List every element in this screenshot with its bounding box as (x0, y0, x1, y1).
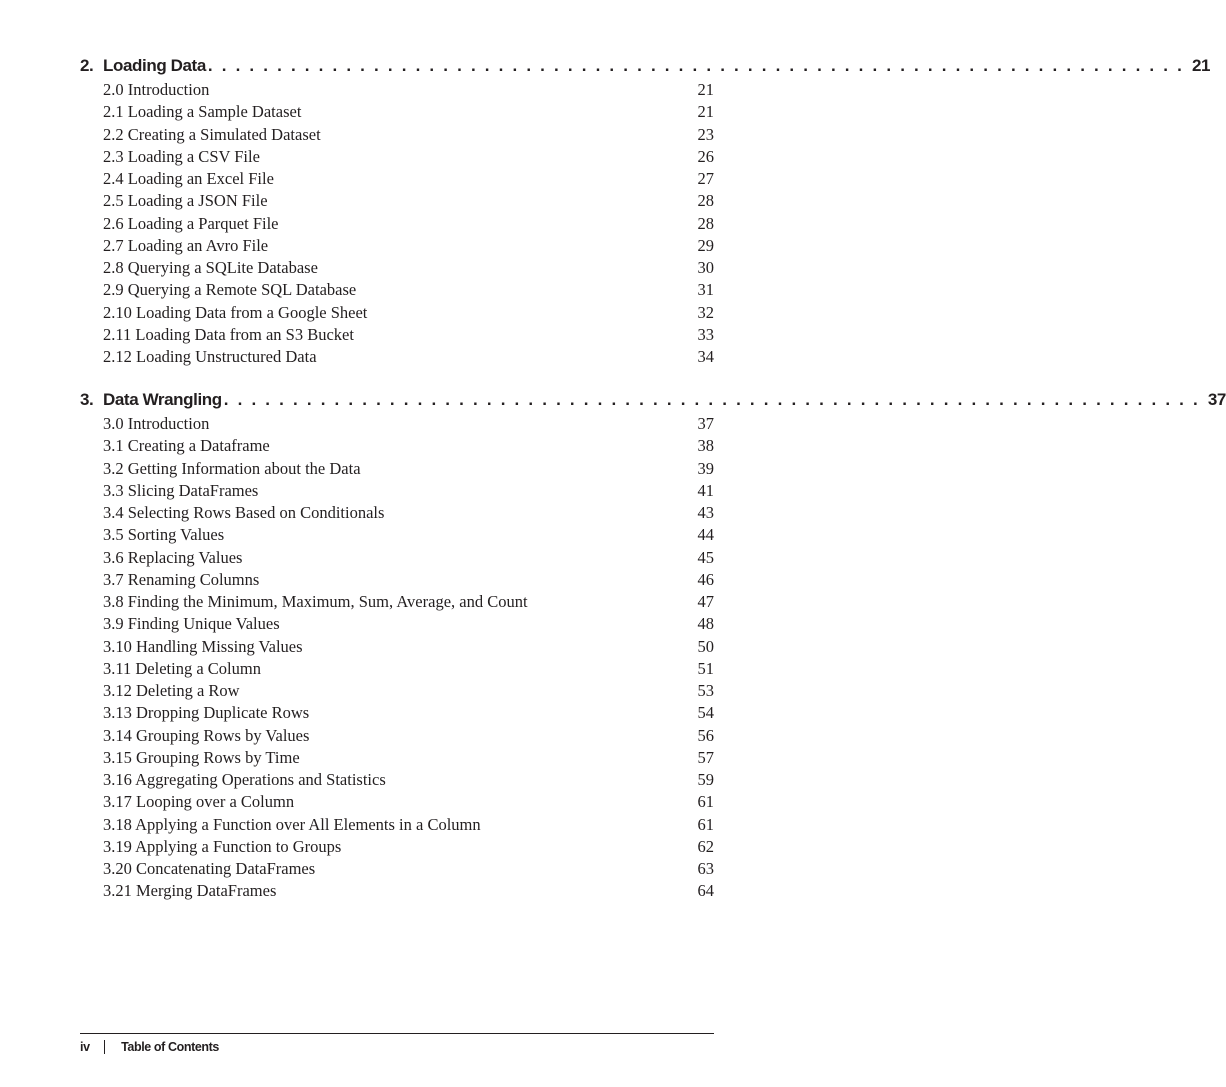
section-page-number: 21 (697, 80, 714, 99)
section-page-number: 59 (697, 770, 714, 789)
section-page-number: 28 (697, 191, 714, 211)
section-page-number: 48 (697, 614, 714, 634)
section-entry[interactable] (80, 168, 714, 190)
section-entry[interactable] (80, 146, 714, 168)
section-entry[interactable] (80, 435, 714, 457)
section-entry[interactable] (80, 702, 714, 724)
section-title: 2.10 Loading Data from a Google Sheet (103, 302, 368, 322)
section-entry[interactable] (80, 480, 714, 502)
section-entry[interactable] (80, 524, 714, 546)
section-page-number: 64 (697, 881, 714, 901)
section-page-number: 28 (697, 213, 714, 233)
section-page-number: 46 (697, 569, 714, 589)
section-page-number: 38 (697, 436, 714, 456)
section-entry[interactable] (80, 458, 714, 480)
section-title: 2.3 Loading a CSV File (103, 146, 260, 166)
section-page-number: 63 (697, 859, 714, 878)
section-entry[interactable] (80, 190, 714, 212)
section-entry[interactable] (80, 502, 714, 524)
section-title: 3.15 Grouping Rows by Time (103, 747, 300, 767)
section-entry[interactable] (80, 658, 714, 680)
section-entry[interactable] (80, 636, 714, 658)
section-title: 3.16 Aggregating Operations and Statistics (103, 770, 386, 789)
section-entry[interactable] (80, 124, 714, 146)
section-page-number: 26 (697, 146, 714, 166)
page-footer (80, 1040, 219, 1054)
section-entry[interactable] (80, 324, 714, 346)
section-page-number: 29 (697, 235, 714, 255)
section-title: 2.6 Loading a Parquet File (103, 213, 279, 233)
section-page-number: 32 (697, 302, 714, 322)
chapter-title: Data Wrangling (103, 390, 222, 409)
section-entry[interactable] (80, 257, 714, 279)
section-entry[interactable] (80, 613, 714, 635)
section-title: 3.0 Introduction (103, 414, 210, 433)
section-entry[interactable] (80, 769, 714, 791)
section-entry[interactable] (80, 547, 714, 569)
section-title: 2.8 Querying a SQLite Database (103, 258, 318, 277)
section-title: 2.12 Loading Unstructured Data (103, 347, 317, 366)
section-entry[interactable] (80, 101, 714, 123)
section-page-number: 23 (697, 124, 714, 144)
section-page-number: 56 (697, 725, 714, 745)
section-entry[interactable] (80, 413, 714, 435)
chapter-2 (80, 56, 1211, 368)
section-page-number: 61 (697, 814, 714, 834)
section-entry[interactable] (80, 302, 714, 324)
section-title: 3.13 Dropping Duplicate Rows (103, 703, 310, 723)
section-page-number: 44 (697, 525, 714, 545)
footer-page-number: iv (80, 1040, 90, 1054)
section-page-number: 31 (697, 280, 714, 300)
section-title: 3.19 Applying a Function to Groups (103, 836, 342, 856)
section-title: 3.12 Deleting a Row (103, 681, 240, 700)
section-title: 2.0 Introduction (103, 80, 210, 99)
section-title: 3.3 Slicing DataFrames (103, 480, 259, 500)
section-list (80, 413, 714, 903)
footer-separator (104, 1040, 106, 1054)
section-page-number: 47 (697, 592, 714, 611)
section-title: 3.18 Applying a Function over All Elements in a Column (103, 814, 481, 834)
section-page-number: 30 (697, 258, 714, 277)
footer-rule (80, 1033, 714, 1034)
section-title: 3.20 Concatenating DataFrames (103, 859, 316, 878)
section-page-number: 50 (697, 636, 714, 656)
chapter-title: Loading Data (103, 56, 206, 75)
section-page-number: 34 (697, 347, 714, 366)
dot-leader: . . . . . . . . . . . . . . . . . . . . . . . . . . . . . . . . . . . . . . . . . . . . . . . . . . . . . . . . . . . . . . . . . . . . . . . (207, 56, 1185, 75)
section-page-number: 45 (697, 547, 714, 567)
section-page-number: 51 (697, 658, 714, 678)
section-page-number: 53 (697, 681, 714, 700)
section-title: 3.14 Grouping Rows by Values (103, 725, 310, 745)
section-title: 3.10 Handling Missing Values (103, 636, 303, 656)
section-title: 2.5 Loading a JSON File (103, 191, 268, 211)
section-title: 2.2 Creating a Simulated Dataset (103, 124, 321, 144)
section-title: 3.2 Getting Information about the Data (103, 458, 361, 478)
dot-leader: . . . . . . . . . . . . . . . . . . . . . . . . . . . . . . . . . . . . . . . . . . . . . . . . . . . . . . . . . . . . . . . . . . . . . . . (223, 390, 1200, 409)
section-title: 3.11 Deleting a Column (103, 658, 261, 678)
section-page-number: 61 (697, 792, 714, 812)
section-title: 3.9 Finding Unique Values (103, 614, 280, 634)
section-title: 3.4 Selecting Rows Based on Conditionals (103, 503, 385, 522)
section-entry[interactable] (80, 791, 714, 813)
chapter-page-number: 21 (1191, 56, 1211, 75)
section-entry[interactable] (80, 680, 714, 702)
section-page-number: 33 (697, 324, 714, 344)
section-title: 3.17 Looping over a Column (103, 792, 295, 812)
section-page-number: 27 (697, 169, 714, 188)
section-entry[interactable] (80, 725, 714, 747)
section-list (80, 79, 714, 368)
section-title: 3.8 Finding the Minimum, Maximum, Sum, Average, and Count (103, 592, 528, 611)
chapter-number: 3. (80, 390, 94, 409)
section-entry[interactable] (80, 747, 714, 769)
section-title: 3.21 Merging DataFrames (103, 881, 277, 901)
section-title: 2.4 Loading an Excel File (103, 169, 274, 188)
section-title: 2.11 Loading Data from an S3 Bucket (103, 324, 354, 344)
section-title: 2.1 Loading a Sample Dataset (103, 102, 302, 122)
section-title: 2.9 Querying a Remote SQL Database (103, 280, 357, 300)
footer-running-title: Table of Contents (121, 1040, 219, 1054)
section-entry[interactable] (80, 346, 714, 368)
section-title: 3.5 Sorting Values (103, 525, 225, 545)
section-page-number: 54 (697, 703, 714, 723)
section-page-number: 43 (697, 503, 714, 522)
section-entry[interactable] (80, 836, 714, 858)
section-title: 2.7 Loading an Avro File (103, 235, 269, 255)
section-entry[interactable] (80, 591, 714, 613)
section-title: 3.1 Creating a Dataframe (103, 436, 270, 456)
section-page-number: 39 (697, 458, 714, 478)
chapter-3 (80, 390, 1226, 903)
chapter-page-number: 37 (1207, 390, 1226, 409)
section-page-number: 21 (697, 102, 714, 122)
section-page-number: 57 (697, 747, 714, 767)
section-entry[interactable] (80, 213, 714, 235)
section-entry[interactable] (80, 279, 714, 301)
section-entry[interactable] (80, 569, 714, 591)
chapter-number: 2. (80, 56, 94, 75)
section-entry[interactable] (80, 880, 714, 902)
section-entry[interactable] (80, 858, 714, 880)
section-entry[interactable] (80, 814, 714, 836)
section-page-number: 37 (697, 414, 714, 433)
section-entry[interactable] (80, 79, 714, 101)
section-page-number: 41 (697, 480, 714, 500)
section-page-number: 62 (697, 836, 714, 856)
section-entry[interactable] (80, 235, 714, 257)
section-title: 3.7 Renaming Columns (103, 569, 260, 589)
section-title: 3.6 Replacing Values (103, 547, 243, 567)
